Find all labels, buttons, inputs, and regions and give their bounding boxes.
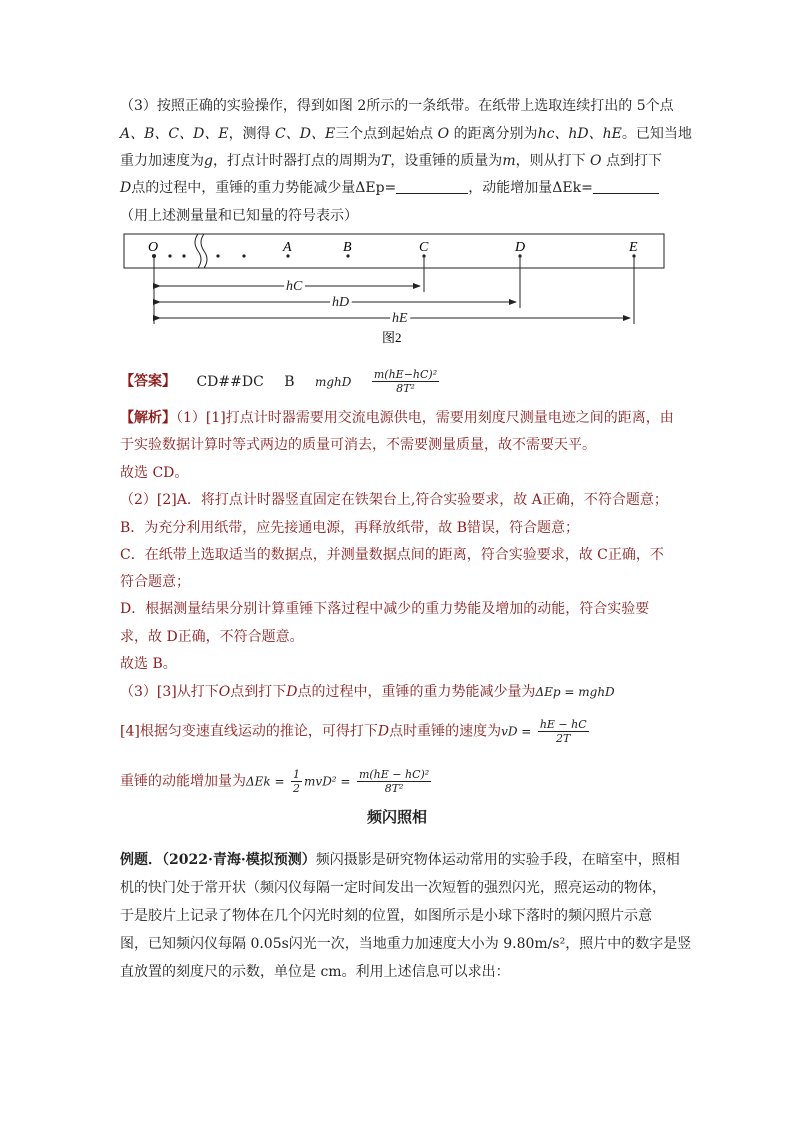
label-a: A [283,240,292,255]
example-line-5: 直放置的刻度尺的示数，单位是 cm。利用上述信息可以求出： [120,964,510,980]
points-cde: C、D、E [275,126,336,142]
analysis-line-9: 求，故 D正确，不符合题意。 [120,629,304,645]
answer-4-fraction [372,368,439,395]
q3-m: m [502,153,516,169]
tape-break [195,234,201,268]
label-hd: hD [332,295,350,310]
tape-break-2 [201,234,207,268]
label-o: O [148,240,159,255]
answer-line [120,368,441,395]
label-he: hE [392,311,408,326]
analysis-line-2: 于实验数据计算时等式两边的质量可消去，不需要测量质量，故不需要天平。 [120,437,596,453]
q3-a: 重力加速度为 [120,153,204,169]
question-line-2 [120,124,692,144]
distances: hc、hD、hE [537,126,622,142]
analysis-tag: 【解析】 [120,410,176,426]
dot-4 [242,254,245,257]
a12-vd: vD = [501,724,532,739]
q4-ek: ΔEk= [552,180,593,196]
a11-o: O [218,684,231,700]
q4-d: D [120,180,132,196]
answer-4-den: 8T² [396,382,415,395]
example-line-1 [120,850,680,870]
analysis-line-5: B．为充分利用纸带，应先接通电源，再释放纸带，故 B错误，符合题意； [120,520,580,536]
a11-d: D [286,684,298,700]
example-line-2: 机的快门处于常开状（频闪仪每隔一定时间发出一次短暂的强烈闪光，照亮运动的物体， [120,880,666,896]
blank-ek[interactable] [593,179,659,194]
example-line-3: 于是胶片上记录了物体在几个闪光时刻的位置，如图所示是小球下落时的频闪照片示意 [120,908,652,924]
question-line-1: （3）按照正确的实验操作，得到如图 2所示的一条纸带。在纸带上选取连续打出的 5个点 [120,98,674,114]
analysis-line-11 [120,682,615,702]
example-text-1: 频闪摄影是研究物体运动常用的实验手段，在暗室中，照相 [315,852,680,868]
q3-c: ，打点计时器打点的周期为 [212,153,381,169]
a13-half-den: 2 [293,782,301,795]
answer-1: CD##DC [196,373,264,390]
a11-a: （3）[3]从打下 [120,684,219,700]
analysis-text-1: （1）[1]打点计时器需要用交流电源供电，需要用刻度尺测量电迹之间的距离，由 [176,410,674,426]
example-line-4: 图，已知频闪仪每隔 0.05s闪光一次，当地重力加速度大小为 9.80m/s²，照片中的数字是竖 [120,936,692,952]
figure-caption: 图2 [382,330,402,345]
q4-d2: ，动能增加量 [468,180,553,196]
q2-text-f: 的距离分别为 [453,126,538,142]
point-o: O [437,126,450,142]
a13-half-num: 1 [293,768,301,781]
a12-d: D [377,723,390,740]
answer-tag: 【答案】 [120,373,176,390]
answer-4-num: m(hE−hC)² [373,368,438,381]
analysis-line-4: （2）[2]A．将打点计时器竖直固定在铁架台上,符合实验要求，故 A正确，不符合题意； [120,492,668,508]
a13-ek: ΔEk = [246,774,285,789]
a13-num: m(hE − hC)² [358,768,430,781]
q4-ep: ΔEp= [355,180,397,196]
analysis-line-13 [120,768,433,795]
label-c: C [419,240,429,255]
paper-tape-figure [120,230,680,360]
analysis-line-6: C．在纸带上选取适当的数据点，并测量数据点间的距离，符合实验要求，故 C正确，不 [120,547,664,563]
q2-text-h: 。已知当地 [621,126,692,142]
tape-outline [124,234,664,268]
label-d: D [515,240,526,255]
a13-mv: mvD² = [304,774,351,789]
a11-c: 点到打下 [230,684,287,700]
example-tag: 例题．（2022·青海·模拟预测） [120,852,316,868]
points-list: A、B、C、D、E [120,126,229,142]
analysis-line-12 [120,718,591,745]
label-hc: hC [286,279,303,294]
question-line-3 [120,151,662,171]
a13-fraction [357,768,431,795]
a13-den: 8T² [384,782,404,795]
q3-t: T [380,153,391,169]
a12-c: 点时重锤的速度为 [389,723,502,740]
q3-g: g [204,153,213,169]
a11-formula: ΔEp = mghD [535,685,615,699]
dot-3 [216,254,219,257]
a11-e: 点的过程中，重锤的重力势能减少量为 [297,684,536,700]
analysis-line-3: 故选 CD。 [120,465,189,481]
q4-b: 点的过程中，重锤的重力势能减少量 [131,180,356,196]
dot-1 [168,254,171,257]
q2-text-b: ，测得 [228,126,271,142]
analysis-line-1 [120,408,674,428]
label-e: E [629,240,638,255]
a12-num: hE − hC [539,718,587,731]
dot-2 [182,254,185,257]
section-title: 频闪照相 [366,808,427,826]
q3-g2: ，则从打下 [515,153,586,169]
answer-3: mghD [315,374,352,389]
q3-o: O [590,153,602,169]
question-line-5: （用上述测量量和已知量的符号表示） [120,208,358,224]
a12-den: 2T [556,732,571,745]
analysis-line-7: 符合题意； [120,574,190,590]
analysis-line-10: 故选 B。 [120,656,177,672]
label-b: B [343,240,352,255]
answer-2: B [284,373,295,390]
a12-fraction [538,718,589,745]
question-line-4 [120,178,659,198]
q3-i: 点到打下 [605,153,662,169]
a12-a: [4]根据匀变速直线运动的推论，可得打下 [120,723,378,740]
blank-ep[interactable] [396,179,468,194]
a13-a: 重锤的动能增加量为 [120,773,246,790]
q2-text-d: 三个点到起始点 [335,126,434,142]
q3-e: ，设重锤的质量为 [390,153,503,169]
analysis-line-8: D．根据测量结果分别计算重锤下落过程中减少的重力势能及增加的动能，符合实验要 [120,601,650,617]
a13-half [291,768,302,795]
